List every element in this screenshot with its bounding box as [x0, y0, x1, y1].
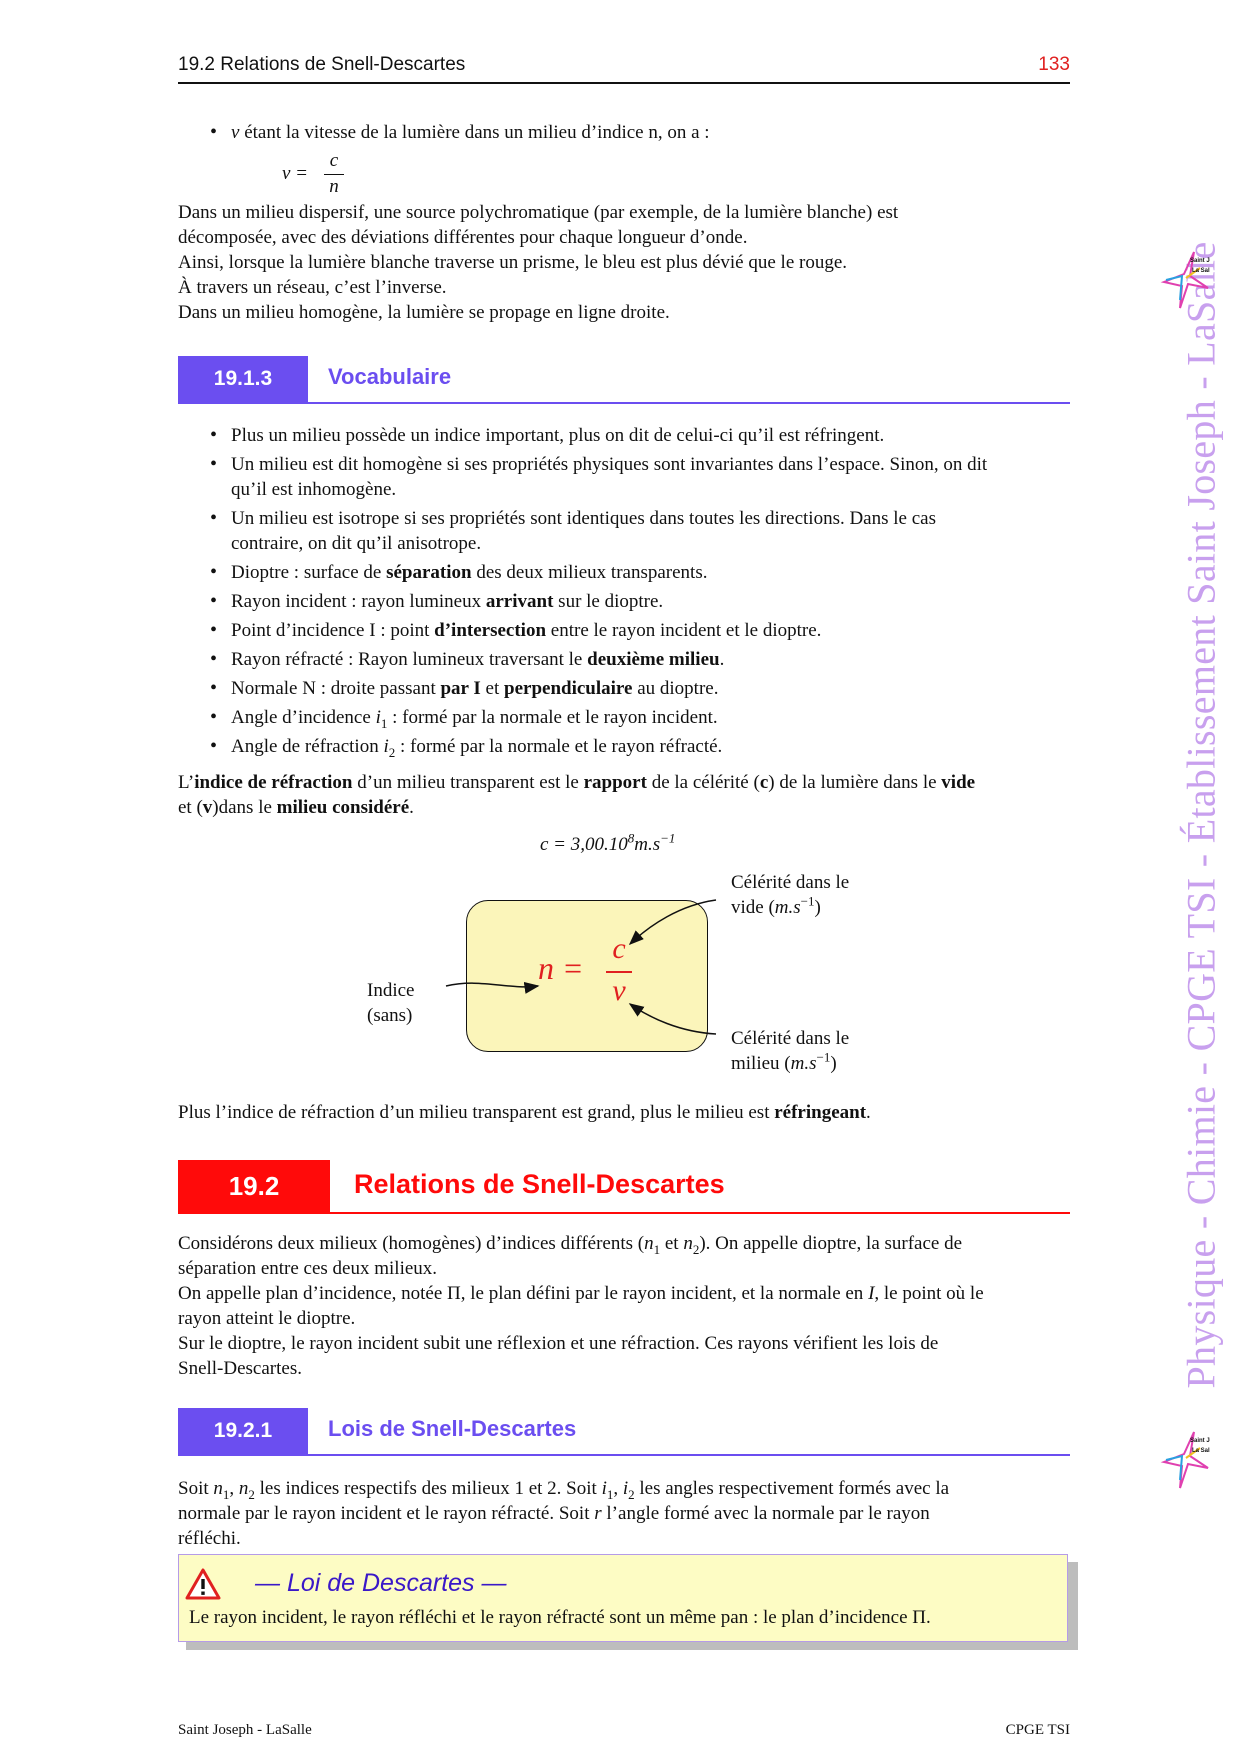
warning-icon [185, 1567, 221, 1601]
svg-text:La Salle: La Sal [1192, 268, 1210, 274]
footer-right: CPGE TSI [1005, 1722, 1070, 1738]
list-item: • v étant la vitesse de la lumière dans un milieu d’indice n, on a : [178, 120, 1078, 145]
loi-descartes-box [178, 1554, 1068, 1642]
section-title-vocabulaire: Vocabulaire [328, 364, 452, 389]
list-item: • Angle d’incidence $i_1$ : formé par la normale et le rayon incident. [178, 705, 1078, 730]
section-rule [178, 1212, 1070, 1214]
list-item: • Point d’incidence I : point d’intersection entre le rayon incident et le dioptre. [178, 618, 1078, 643]
label-celerite-milieu: Célérité dans le milieu $(m.s^{-1})$ [731, 1028, 850, 1074]
loi-box-title: — Loi de Descartes — [255, 1569, 507, 1597]
svg-text:Saint Joseph: Saint J [1190, 1438, 1210, 1444]
lois-paragraph: Soit $n_1$, $n_2$ les indices respectifs des milieux 1 et 2. Soit $i_1$, $i_2$ les angles respectivement formés avec la normale par le rayon incident et le rayon réfracté. Soit r l’angle formé avec la normale par le rayon réfléchi. [178, 1478, 950, 1549]
formula-numerator: c [612, 932, 626, 965]
intro-paragraph: Dans un milieu dispersif, une source polychromatique (par exemple, de la lumière blanche) est décomposée, avec des déviations différentes pour chaque longueur d’onde. Ainsi, lorsque la lumière blanche traverse un prisme, le bleu est plus dévié que le rouge. À travers un réseau, c’est l’inverse. Dans un milieu homogène, la lumière se propage en ligne droite. [178, 202, 899, 323]
arrow-indice [446, 983, 538, 987]
loi-box-text: Le rayon incident, le rayon réfléchi et le rayon réfracté sont un même pan : le plan d’incidence Π. [189, 1607, 931, 1628]
list-item: • Normale N : droite passant par I et perpendiculaire au dioptre. [178, 676, 1078, 701]
section-rule [178, 1454, 1070, 1456]
svg-text:Saint Joseph: Saint J [1190, 258, 1210, 264]
list-item: • Plus un milieu possède un indice important, plus on dit de celui-ci qu’il est réfringent. [178, 423, 1078, 448]
sidebar-vertical-text: Physique - Chimie - CPGE TSI - Établissement Saint Joseph - LaSalle [1178, 241, 1224, 1389]
section-number-19-2: 19.2 [178, 1160, 330, 1212]
list-item: • Dioptre : surface de séparation des deux milieux transparents. [178, 560, 1078, 585]
label-indice: Indice (sans) [367, 980, 415, 1026]
list-item: • Rayon incident : rayon lumineux arrivant sur le dioptre. [178, 589, 1078, 614]
svg-text:La Salle: La Sal [1192, 1448, 1210, 1454]
section-number-19-1-3: 19.1.3 [178, 356, 308, 402]
formula-denominator: v [612, 974, 626, 1007]
page-number: 133 [1038, 54, 1070, 75]
list-item: • Un milieu est dit homogène si ses propriétés physiques sont invariantes dans l’espace. Sinon, on dit qu’il est inhomogène. [178, 452, 1078, 502]
list-item: • Rayon réfracté : Rayon lumineux traversant le deuxième milieu. [178, 647, 1078, 672]
school-logo [1160, 250, 1210, 312]
list-item: • Angle de réfraction $i_2$ : formé par la normale et le rayon réfracté. [178, 734, 1078, 759]
indice-paragraph: L’indice de réfraction d’un milieu transparent est le rapport de la célérité (c) de la lumière dans le vide et (v)dans le milieu considéré. [178, 772, 976, 818]
footer-left: Saint Joseph - LaSalle [178, 1722, 312, 1738]
snell-intro-paragraph: Considérons deux milieux (homogènes) d’indices différents ($n_1$ et $n_2$). On appelle dioptre, la surface de séparation entre ces deux milieux. On appelle plan d’incidence, notée Π, le plan défini par le rayon incident, et la normale en I, le point où le rayon atteint le dioptre. Sur le dioptre, le rayon incident subit une réflexion et une réfraction. Ces rayons vérifient les lois de Snell-Descartes. [178, 1233, 984, 1379]
section-title-lois: Lois de Snell-Descartes [328, 1416, 577, 1441]
section-title-snell: Relations de Snell-Descartes [354, 1169, 725, 1199]
section-number-19-2-1: 19.2.1 [178, 1408, 308, 1454]
label-celerite-vide: Célérité dans le vide $(m.s^{-1})$ [731, 872, 850, 918]
school-logo [1160, 1430, 1210, 1492]
conclusion-line: Plus l’indice de réfraction d’un milieu transparent est grand, plus le milieu est réfringeant. [178, 1102, 871, 1123]
celerity-formula: $c = 3,00.10^8m.s^{-1}$ [540, 830, 676, 855]
running-section-title: 19.2 Relations de Snell-Descartes [178, 54, 466, 75]
formula-n: n = [538, 950, 584, 986]
list-item: • Un milieu est isotrope si ses propriétés sont identiques dans toutes les directions. Dans le cas contraire, on dit qu’il anisotrope. [178, 506, 1078, 556]
arrow-vide [630, 900, 716, 944]
formula-v-c-n: v = c n [282, 150, 362, 200]
arrow-milieu [630, 1004, 716, 1034]
